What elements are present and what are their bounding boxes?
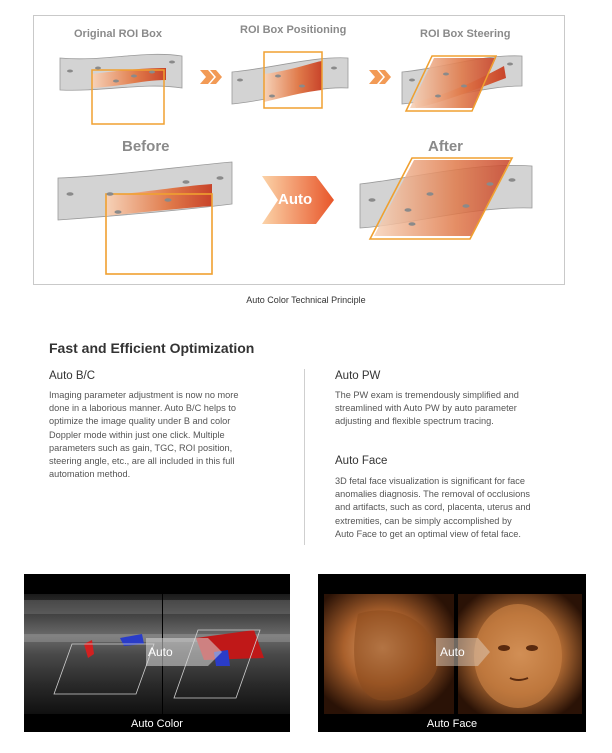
auto-bc-line: done in a laborious manner. Auto B/C helps to [49,403,236,414]
auto-bc-paragraph [49,389,238,481]
auto-face-line: Auto Face to get an optimal view of fetal face. [335,528,521,539]
auto-color-arrow-text: Auto [148,645,173,659]
auto-face-title: Auto Face [335,455,388,467]
auto-pw-line: The PW exam is tremendously simplified and [335,390,519,400]
auto-pw-line: adjusting and flexible spectrum tracing. [335,416,494,427]
auto-bc-title: Auto B/C [49,370,96,382]
section-title: Fast and Efficient Optimization [49,340,255,356]
auto-face-line: anomalies diagnosis. The removal of occlusions [335,489,530,500]
auto-pw-paragraph [335,389,519,429]
label-after: After [428,138,464,155]
auto-face-arrow-text: Auto [440,645,465,659]
auto-bc-line: Doppler mode within just one click. Multiple [49,429,225,440]
auto-face-paragraph [335,475,531,541]
auto-face-line: extremities, can be simply accomplished by [335,515,512,526]
auto-pw-title: Auto PW [335,370,381,382]
label-roi-positioning: ROI Box Positioning [240,24,347,36]
step-arrow-1 [200,70,222,84]
auto-bc-line: steering angle, etc., are all included in this full [49,456,235,467]
auto-pw-line: streamlined with Auto PW by auto parameter [335,403,517,414]
auto-face-line: 3D fetal face visualization is significant for face [335,476,525,486]
auto-bc-line: parameters such as gain, TGC, ROI position, [49,442,233,453]
label-original-roi: Original ROI Box [74,28,163,40]
label-auto-arrow: Auto [278,191,313,208]
figure-caption: Auto Color Technical Principle [246,295,366,305]
column-divider [304,369,305,545]
auto-color-label: Auto Color [131,718,183,730]
auto-bc-line: automation method. [49,469,131,480]
roi-fill-steering [410,58,496,108]
roi-diagram [33,15,565,285]
roi-diagram-graphic [34,16,564,284]
label-roi-steering: ROI Box Steering [420,28,511,40]
label-before: Before [122,138,170,155]
auto-bc-line: Imaging parameter adjustment is now no more [49,390,239,400]
auto-face-line: and artifacts, such as cord, placenta, uterus and [335,502,531,513]
auto-face-label: Auto Face [426,718,478,730]
step-arrow-2 [369,70,391,84]
auto-face-image [318,574,586,732]
auto-color-image [24,574,290,732]
roi-fill-after [374,160,510,236]
auto-bc-line: optimize the image quality under B and color [49,416,231,427]
